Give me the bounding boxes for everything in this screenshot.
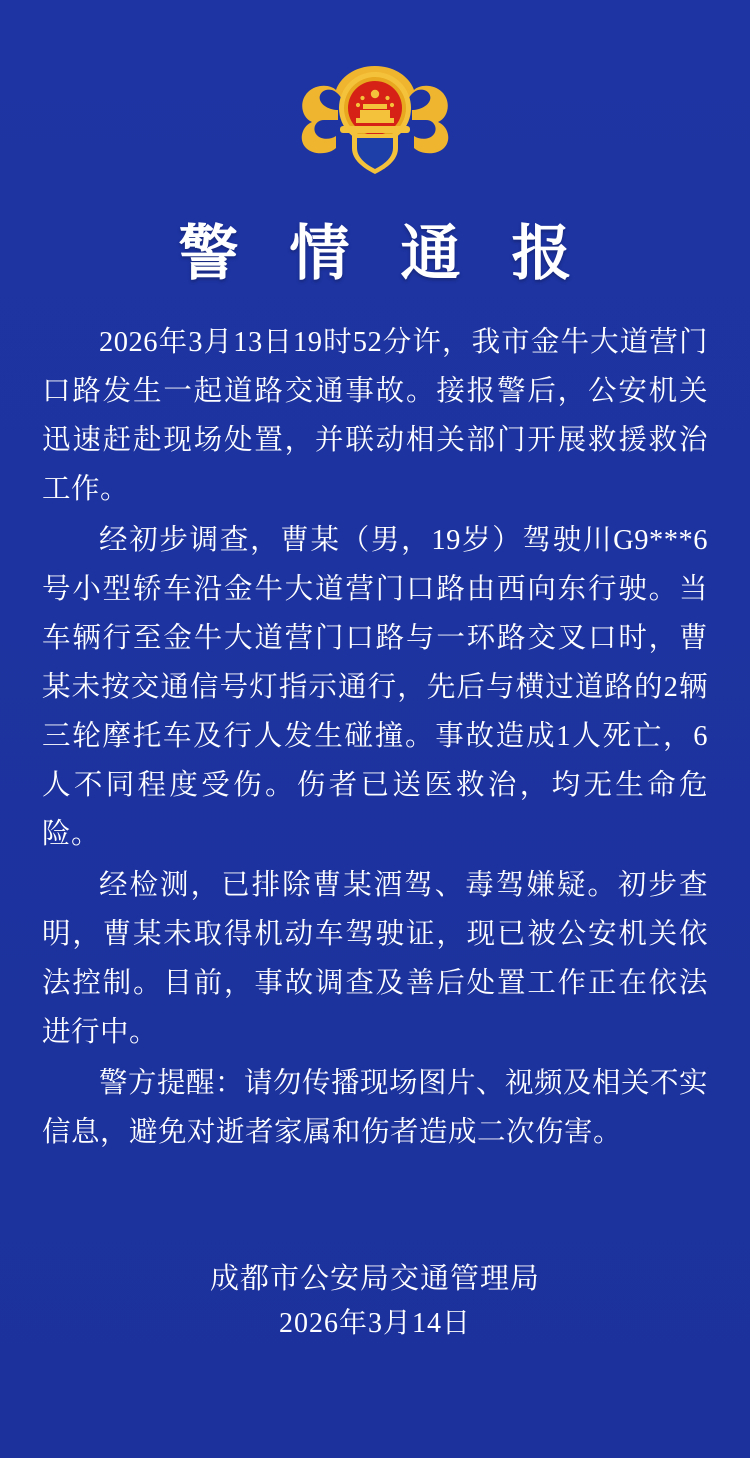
body-paragraph-2: 经初步调查，曹某（男，19岁）驾驶川G9***6号小型轿车沿金牛大道营门口路由西向东行驶。当车辆行至金牛大道营门口路与一环路交叉口时，曹某未按交通信号灯指示通行，先后与横过道路的2辆三轮摩托车及行人发生碰撞。事故造成1人死亡，6人不同程度受伤。伤者已送医救治，均无生命危险。 (42, 525, 708, 850)
page-title: 警 情 通 报 (178, 221, 590, 287)
document-footer (0, 1256, 750, 1346)
body-paragraph-3: 经检测，已排除曹某酒驾、毒驾嫌疑。初步查明，曹某未取得机动车驾驶证，现已被公安机关依法控制。目前，事故调查及善后处置工作正在依法进行中。 (42, 870, 708, 1048)
announcement-body (42, 318, 708, 1157)
body-paragraph-4: 警方提醒：请勿传播现场图片、视频及相关不实信息，避免对逝者家属和伤者造成二次伤害。 (42, 1068, 709, 1148)
police-emblem-icon (290, 56, 460, 184)
issuing-organization: 成都市公安局交通管理局 (209, 1263, 540, 1295)
emblem-container (42, 0, 708, 184)
body-paragraph-1: 2026年3月13日19时52分许，我市金牛大道营门口路发生一起道路交通事故。接报警后，公安机关迅速赶赴现场处置，并联动相关部门开展救援救治工作。 (42, 327, 708, 505)
issue-date: 2026年3月14日 (278, 1308, 471, 1339)
